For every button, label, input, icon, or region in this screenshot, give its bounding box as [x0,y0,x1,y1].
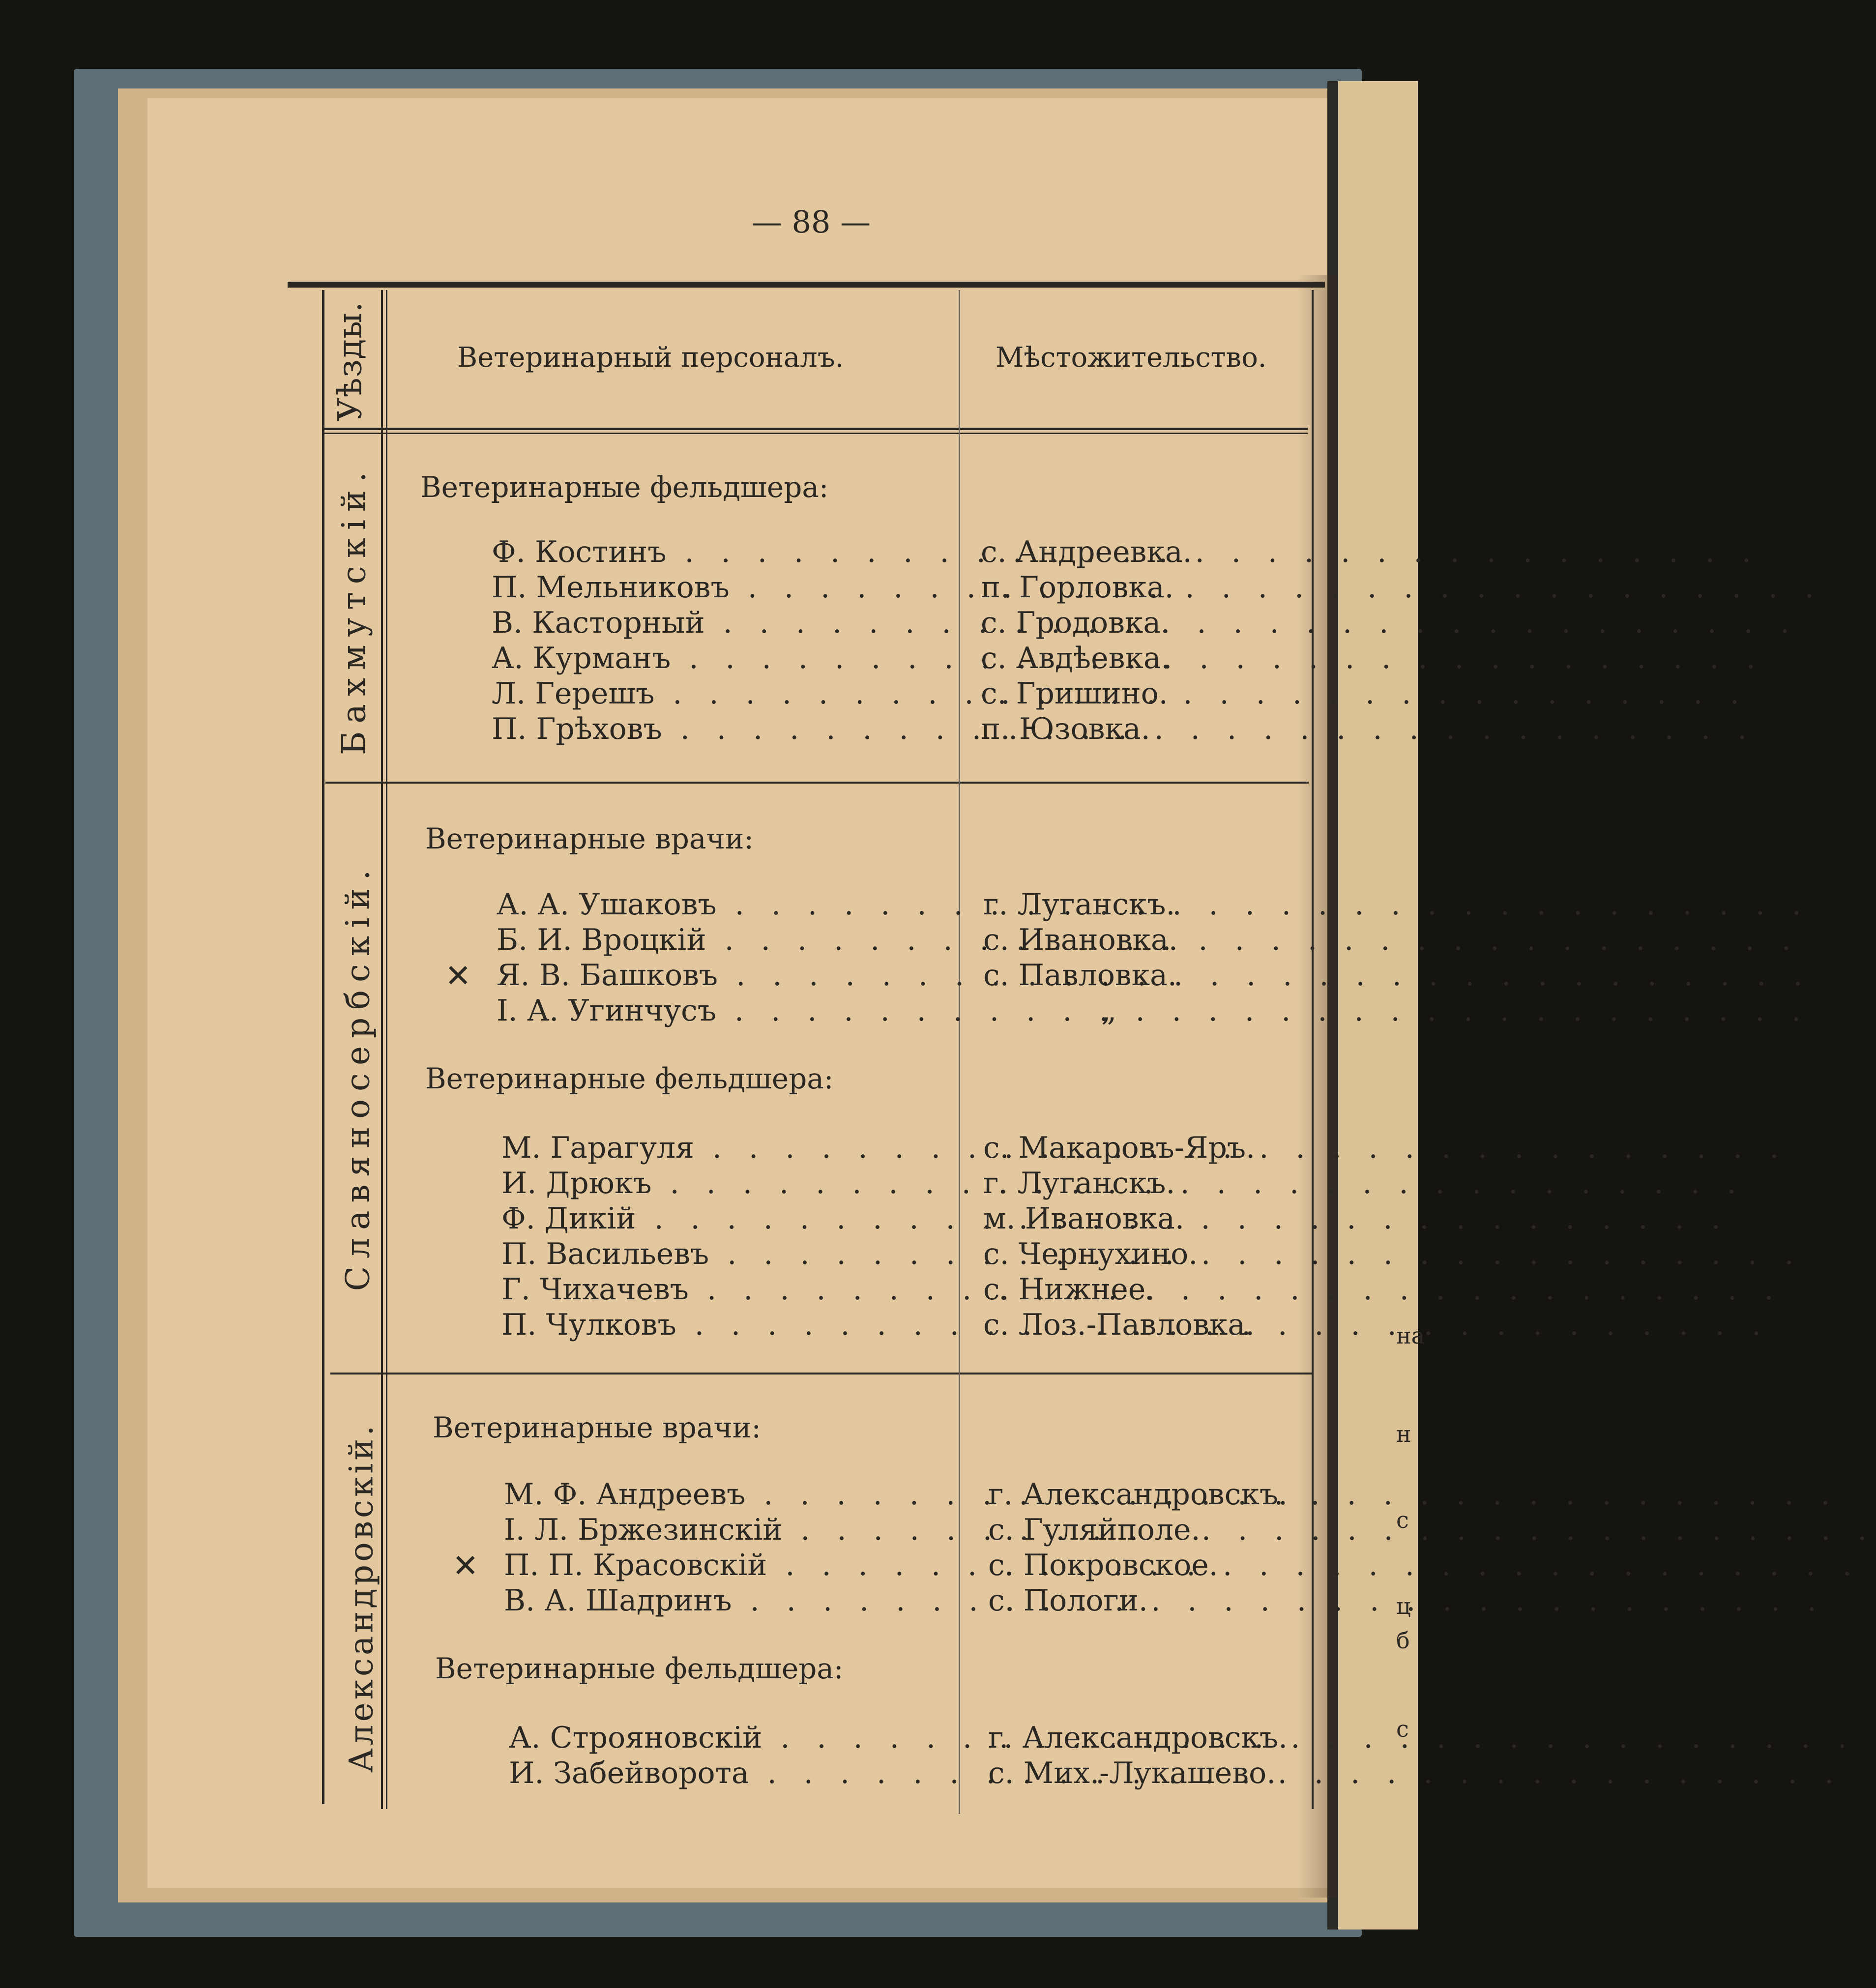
residence: с. Макаровъ-Яръ. [983,1131,1256,1165]
district-column-header: Уѣзды. [331,301,369,421]
header-bottom-rule-2 [324,433,1308,434]
residence: „ [1101,994,1117,1028]
person-name: І. А. Угинчусъ . . . [497,994,949,1028]
person-name: П. Чулковъ . . . [501,1308,949,1342]
residence: г. Луганскъ. [983,887,1175,922]
section-heading: Ветеринарные фельдшера: [435,1652,844,1685]
residence: с. Гришино. [981,676,1168,711]
page-gutter [1298,275,1337,1898]
residence: с. Ивановка. [983,923,1178,957]
district-divider-2 [330,1373,1314,1374]
next-page-fragment: б [1396,1627,1410,1654]
person-name: Г. Чихачевъ . . . [501,1272,949,1307]
person-name: М. Гарагуля . . . [501,1131,949,1165]
person-name: Я. В. Башковъ . . . [497,958,949,993]
residence: с. Авдѣевка. [981,641,1171,675]
residence-column-header: Мѣстожительство. [996,342,1267,374]
district-column-rule-2 [386,290,387,1809]
next-page-fragment: с [1396,1507,1409,1533]
residence: с. Гуляйполе. [988,1513,1201,1547]
residence: с. Нижнее. [983,1272,1155,1307]
person-name: А. Курманъ . . . [492,641,949,675]
residence: м. Ивановка. [983,1201,1184,1236]
person-name: И. Дрюкъ . . . [501,1166,949,1200]
residence: г. Александровскъ. [988,1477,1288,1512]
residence: с. Пологи. [988,1583,1148,1618]
section-heading: Ветеринарные фельдшера: [420,470,829,504]
residence: с. Мих.-Лукашево. [988,1756,1276,1790]
next-page-fragment: с [1396,1716,1409,1742]
person-name: П. Грѣховъ . . . [492,712,949,746]
cross-mark: ✕ [452,1548,479,1584]
district-name: Славяносербскій. [339,862,377,1291]
residence: с. Андреевка. [981,535,1192,569]
person-name: Б. И. Вроцкій . . . [497,923,949,957]
section-heading: Ветеринарные врачи: [425,822,754,855]
person-name: В. А. Шадринъ . . . [504,1583,949,1618]
person-name: М. Ф. Андреевъ . . . [504,1477,949,1512]
page-number: — 88 — [751,204,871,240]
person-name: Л. Герешъ . . . [492,676,949,711]
person-name: П. Васильевъ . . . [501,1237,949,1271]
cross-mark: ✕ [445,958,471,994]
person-name: В. Касторный . . . [492,606,949,640]
residence: с. Чернухино. [983,1237,1198,1271]
district-name: Александровскій. [342,1422,381,1773]
section-heading: Ветеринарные фельдшера: [425,1062,834,1095]
district-divider-1 [325,782,1309,784]
person-name: П. Мельниковъ . . . [492,570,949,605]
residence: п. Горловка. [981,570,1174,605]
header-bottom-rule [324,428,1308,430]
residence: п. Юзовка. [981,712,1150,746]
next-page-fragment: на [1396,1322,1425,1349]
residence: с. Павловка. [983,958,1177,993]
district-name: Бахмутскій. [335,464,373,756]
person-name: І. Л. Бржезинскій . . . [504,1513,949,1547]
district-column-rule [381,290,383,1809]
section-heading: Ветеринарные врачи: [433,1411,761,1444]
next-page-fragment: ц [1396,1593,1411,1619]
residence: с. Покровское. [988,1548,1218,1582]
person-name: Ф. Костинъ . . . [492,535,949,569]
person-name: И. Забейворота . . . [509,1756,949,1790]
person-name: Ф. Дикій . . . [501,1201,949,1236]
person-name: П. П. Красовскій . . . [504,1548,949,1582]
table-top-rule [288,282,1325,288]
residence: с. Лоз.-Павловка. [983,1308,1255,1342]
residence: с. Гродовка. [981,606,1171,640]
next-page-fragment: н [1396,1421,1411,1447]
personnel-column-header: Ветеринарный персоналъ. [457,342,844,374]
left-border [322,290,324,1804]
residence: г. Луганскъ. [983,1166,1175,1200]
person-name: А. А. Ушаковъ . . . [497,887,949,922]
person-name: А. Строяновскій . . . [509,1721,949,1755]
residence: г. Александровскъ. [988,1721,1288,1755]
